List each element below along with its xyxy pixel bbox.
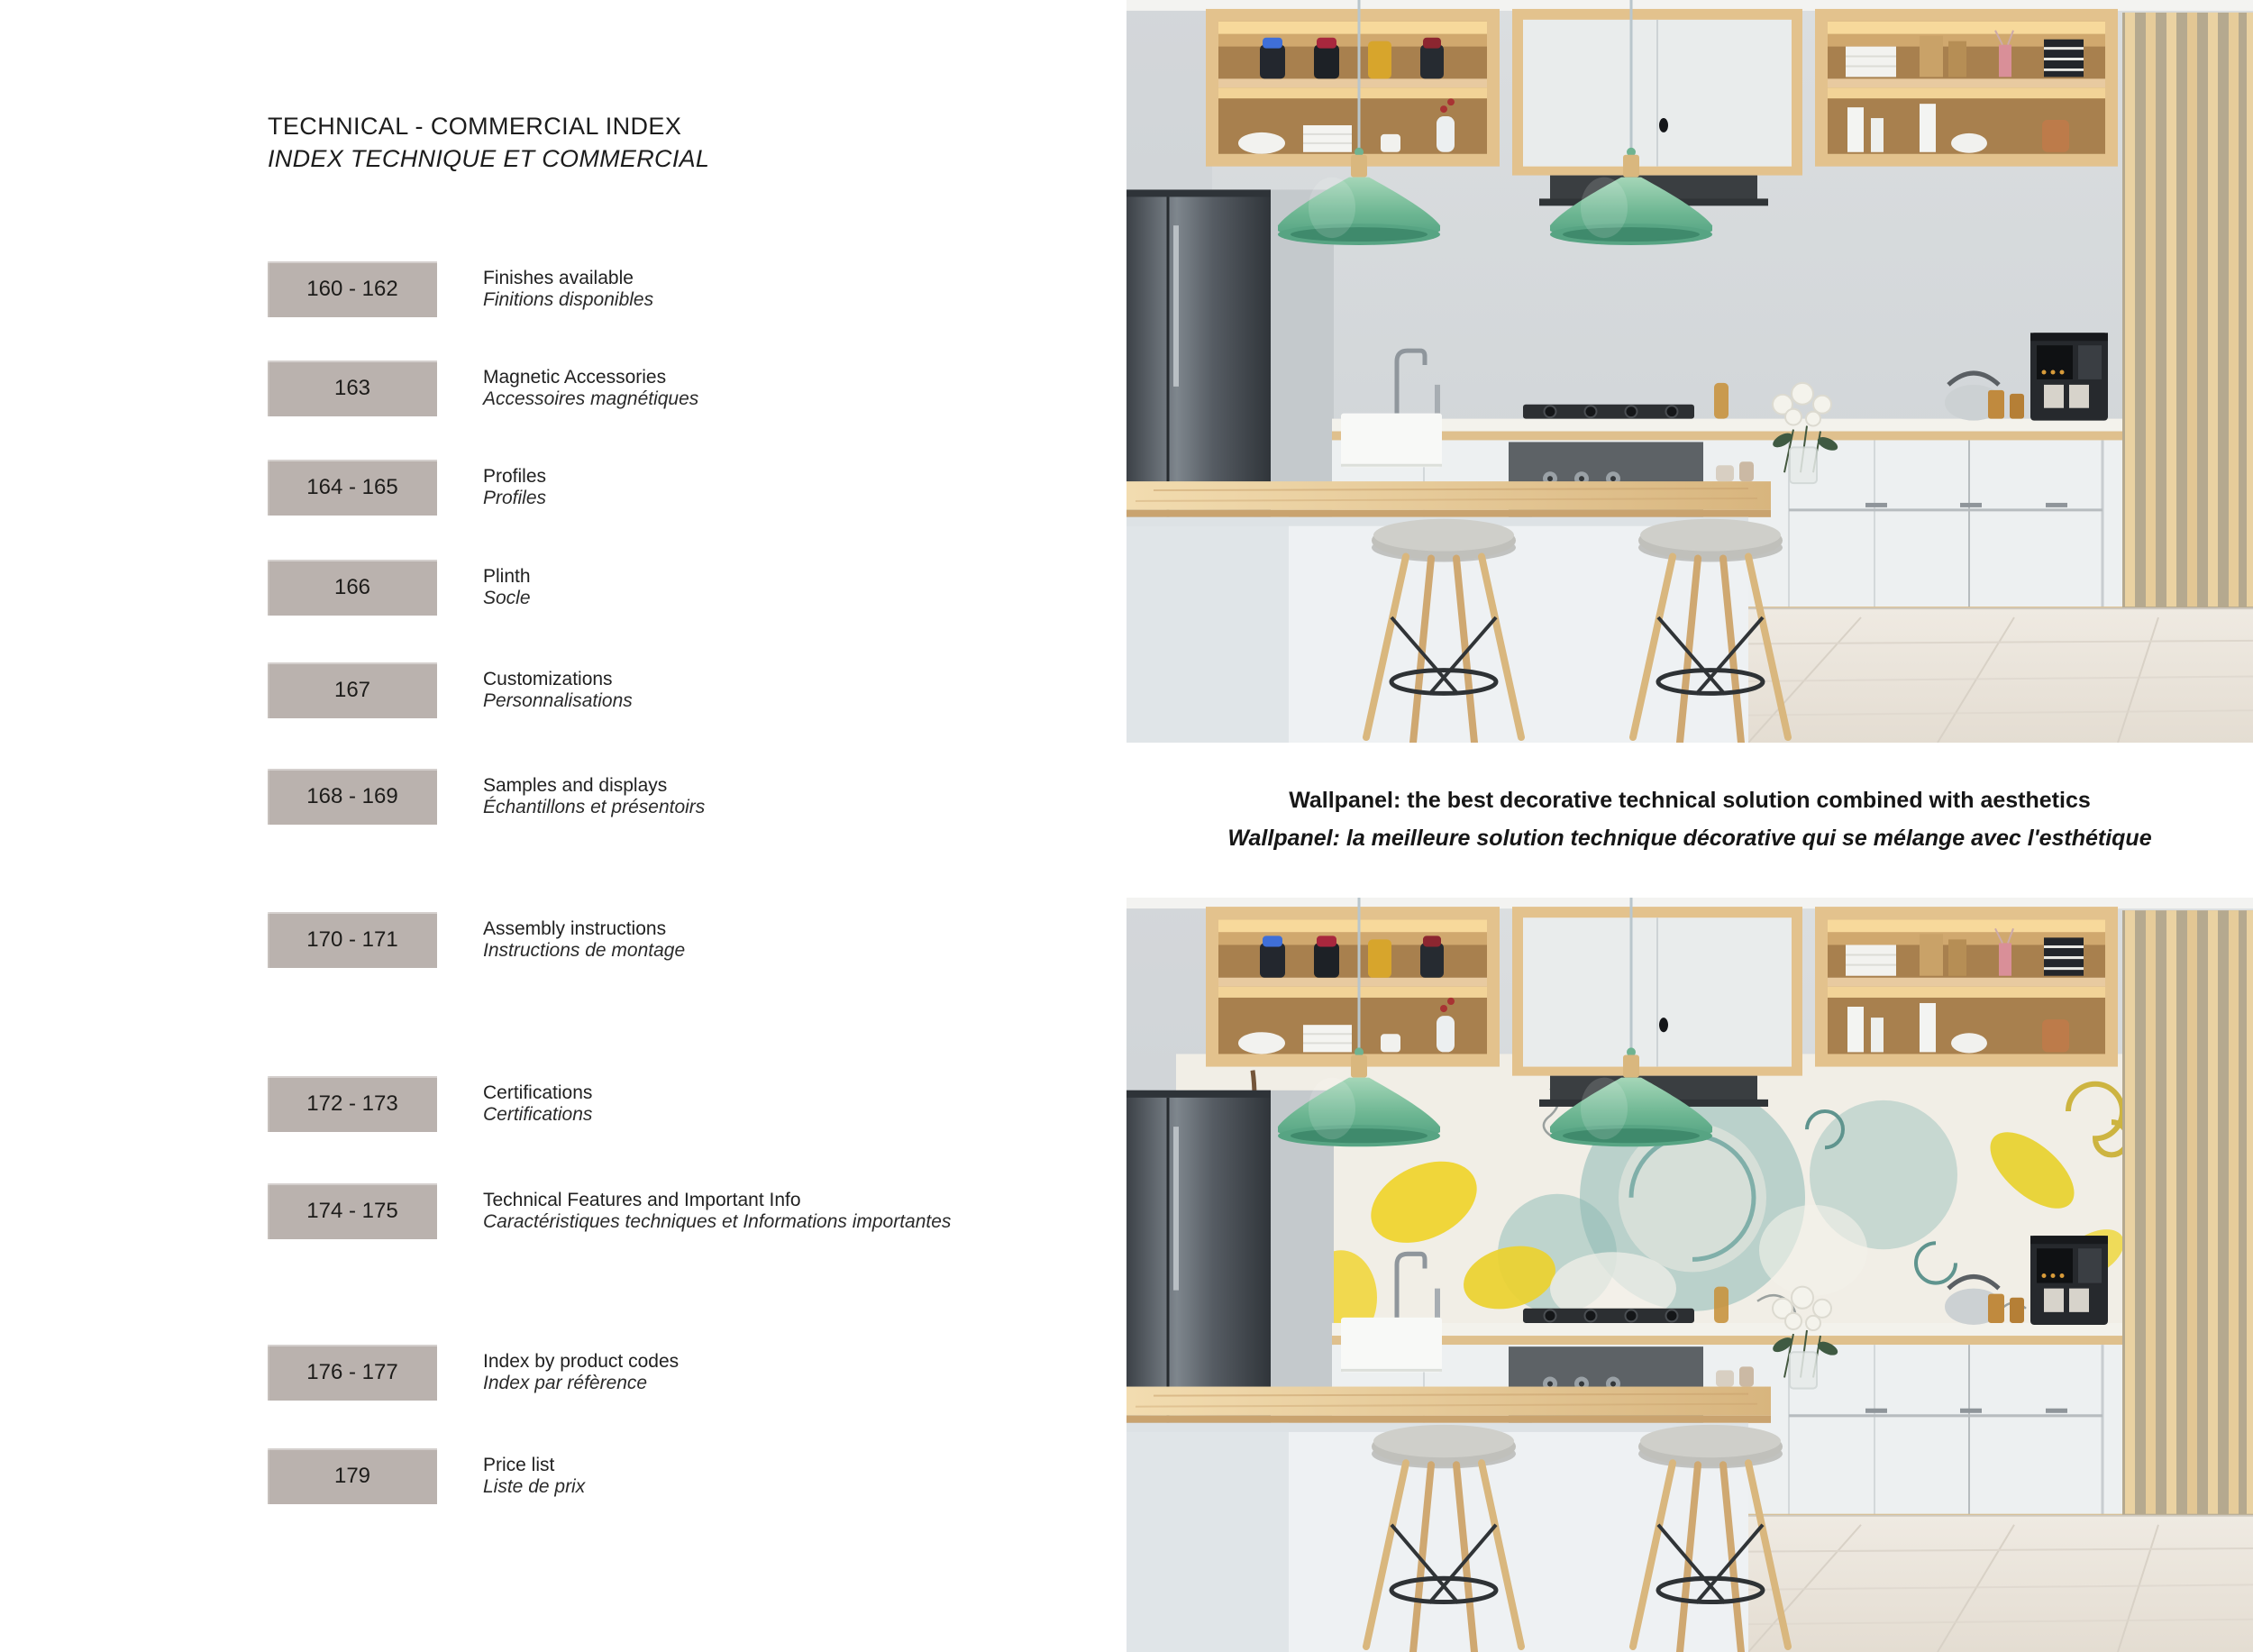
caption-fr: Wallpanel: la meilleure solution technique décorative qui se mélange avec l'esthétique	[1227, 826, 2152, 851]
index-label-fr: Finitions disponibles	[483, 289, 654, 310]
index-row	[268, 560, 953, 616]
index-label-en: Finishes available	[483, 268, 634, 288]
page-range-box[interactable]: 170 - 171	[268, 912, 437, 968]
index-label-en: Technical Features and Important Info	[483, 1190, 801, 1210]
index-row	[268, 912, 953, 968]
index-label-fr: Socle	[483, 588, 531, 608]
kitchen-scene-wallpanel	[1126, 898, 2253, 1652]
page-range-box[interactable]: 166	[268, 560, 437, 616]
index-label-fr: Instructions de montage	[483, 940, 686, 961]
index-label-en: Assembly instructions	[483, 918, 667, 939]
index-row	[268, 460, 953, 516]
index-label-fr: Personnalisations	[483, 690, 633, 711]
index-row	[268, 361, 953, 416]
index-label-en: Certifications	[483, 1082, 593, 1103]
index-label-en: Magnetic Accessories	[483, 367, 667, 388]
index-label-fr: Profiles	[483, 488, 547, 508]
kitchen-scene-plain	[1126, 0, 2253, 743]
index-row	[268, 662, 953, 718]
index-row	[268, 1448, 953, 1504]
index-label-en: Index by product codes	[483, 1351, 680, 1372]
index-label-fr: Accessoires magnétiques	[483, 388, 699, 409]
page-range-box[interactable]: 163	[268, 361, 437, 416]
index-label-en: Price list	[483, 1455, 555, 1475]
index-row	[268, 1345, 953, 1401]
index-label-fr: Certifications	[483, 1104, 593, 1125]
index-label-en: Profiles	[483, 466, 547, 487]
page-range-box[interactable]: 174 - 175	[268, 1183, 437, 1239]
caption-en: Wallpanel: the best decorative technical solution combined with aesthetics	[1289, 788, 2091, 813]
index-label-fr: Caractéristiques techniques et Informations importantes	[483, 1211, 952, 1232]
page-title-en: TECHNICAL - COMMERCIAL INDEX	[268, 113, 682, 140]
index-label-fr: Échantillons et présentoirs	[483, 797, 706, 817]
page-range-box[interactable]: 167	[268, 662, 437, 718]
index-row	[268, 1183, 953, 1239]
page-title	[268, 110, 709, 175]
index-row	[268, 261, 953, 317]
index-label-en: Customizations	[483, 669, 613, 689]
kitchen-photo-wallpanel	[1126, 898, 2253, 1652]
wallpanel-caption	[1126, 788, 2253, 852]
index-label-en: Samples and displays	[483, 775, 668, 796]
page-title-fr: INDEX TECHNIQUE ET COMMERCIAL	[268, 145, 710, 172]
page-range-box[interactable]: 172 - 173	[268, 1076, 437, 1132]
page-range-box[interactable]: 176 - 177	[268, 1345, 437, 1401]
index-row	[268, 1076, 953, 1132]
page-range-box[interactable]: 179	[268, 1448, 437, 1504]
kitchen-photo-plain	[1126, 0, 2253, 743]
index-row	[268, 769, 953, 825]
index-label-fr: Index par réfèrence	[483, 1373, 648, 1393]
index-label-en: Plinth	[483, 566, 531, 587]
index-label-fr: Liste de prix	[483, 1476, 586, 1497]
page-range-box[interactable]: 164 - 165	[268, 460, 437, 516]
page-range-box[interactable]: 160 - 162	[268, 261, 437, 317]
page-range-box[interactable]: 168 - 169	[268, 769, 437, 825]
